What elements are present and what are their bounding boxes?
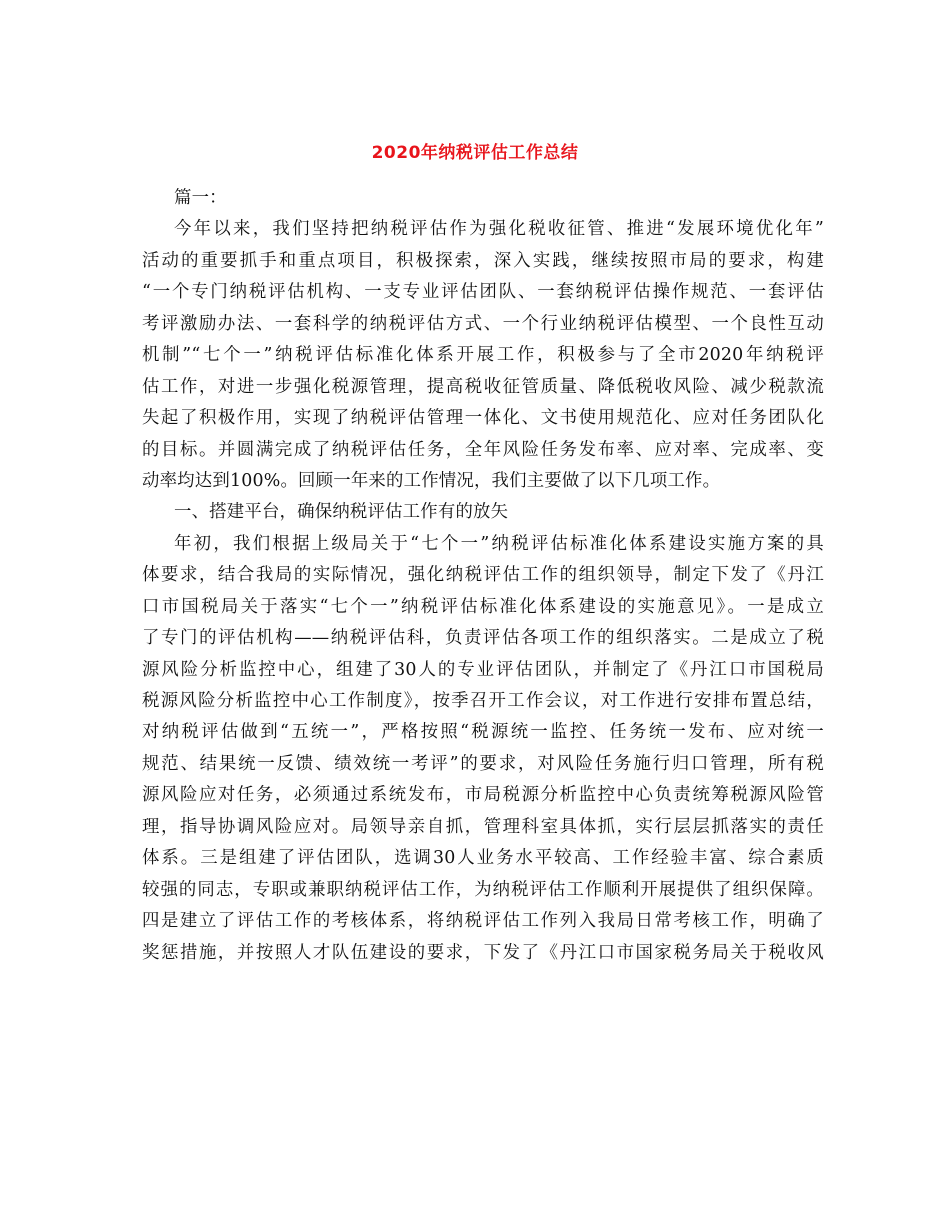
paragraph-line: 奖惩措施，并按照人才队伍建设的要求，下发了《丹江口市国家税务局关于税收风 [142, 942, 824, 963]
paragraph-line: “一个专门纳税评估机构、一支专业评估团队、一套纳税评估操作规范、一套评估 [142, 282, 824, 303]
paragraph-line: 较强的同志，专职或兼职纳税评估工作，为纳税评估工作顺利开展提供了组织保障。 [142, 879, 824, 900]
paragraph-line: 口市国税局关于落实“七个一”纳税评估标准化体系建设的实施意见》。一是成立 [142, 596, 824, 617]
paragraph-line: 源风险分析监控中心，组建了30人的专业评估团队，并制定了《丹江口市国税局 [142, 659, 824, 680]
paragraph-line: 规范、结果统一反馈、绩效统一考评”的要求，对风险任务施行归口管理，所有税 [142, 753, 824, 774]
paragraph-line: 的目标。并圆满完成了纳税评估任务，全年风险任务发布率、应对率、完成率、变 [142, 439, 824, 460]
paragraph-line: 理，指导协调风险应对。局领导亲自抓，管理科室具体抓，实行层层抓落实的责任 [142, 816, 824, 837]
paragraph-line: 体要求，结合我局的实际情况，强化纳税评估工作的组织领导，制定下发了《丹江 [142, 565, 824, 586]
paragraph-line: 年初，我们根据上级局关于“七个一”纳税评估标准化体系建设实施方案的具 [174, 533, 824, 554]
section-heading: 一、搭建平台，确保纳税评估工作有的放矢 [174, 502, 509, 523]
paragraph-line: 对纳税评估做到“五统一”，严格按照“税源统一监控、任务统一发布、应对统一 [142, 722, 824, 743]
paragraph-line: 机制”“七个一”纳税评估标准化体系开展工作，积极参与了全市2020年纳税评 [142, 345, 824, 366]
paragraph-line: 源风险应对任务，必须通过系统发布，市局税源分析监控中心负责统筹税源风险管 [142, 785, 824, 806]
paragraph-line: 考评激励办法、一套科学的纳税评估方式、一个行业纳税评估模型、一个良性互动 [142, 313, 824, 334]
paragraph-line: 四是建立了评估工作的考核体系，将纳税评估工作列入我局日常考核工作，明确了 [142, 911, 824, 932]
paragraph-line: 税源风险分析监控中心工作制度》，按季召开工作会议，对工作进行安排布置总结， [142, 691, 824, 711]
paragraph-line: 动率均达到100%。回顾一年来的工作情况，我们主要做了以下几项工作。 [142, 470, 721, 491]
document-title: 2020年纳税评估工作总结 [371, 143, 579, 163]
paragraph-line: 体系。三是组建了评估团队，选调30人业务水平较高、工作经验丰富、综合素质 [142, 848, 824, 869]
paragraph-line: 活动的重要抓手和重点项目，积极探索，深入实践，继续按照市局的要求，构建 [142, 250, 824, 271]
paragraph-line: 今年以来，我们坚持把纳税评估作为强化税收征管、推进“发展环境优化年” [174, 219, 824, 240]
document-body [142, 183, 824, 969]
section-label: 篇一： [174, 188, 227, 208]
paragraph-line: 了专门的评估机构——纳税评估科，负责评估各项工作的组织落实。二是成立了税 [142, 628, 824, 649]
paragraph-line: 估工作，对进一步强化税源管理，提高税收征管质量、降低税收风险、减少税款流 [142, 376, 824, 397]
paragraph-line: 失起了积极作用，实现了纳税评估管理一体化、文书使用规范化、应对任务团队化 [142, 408, 824, 429]
